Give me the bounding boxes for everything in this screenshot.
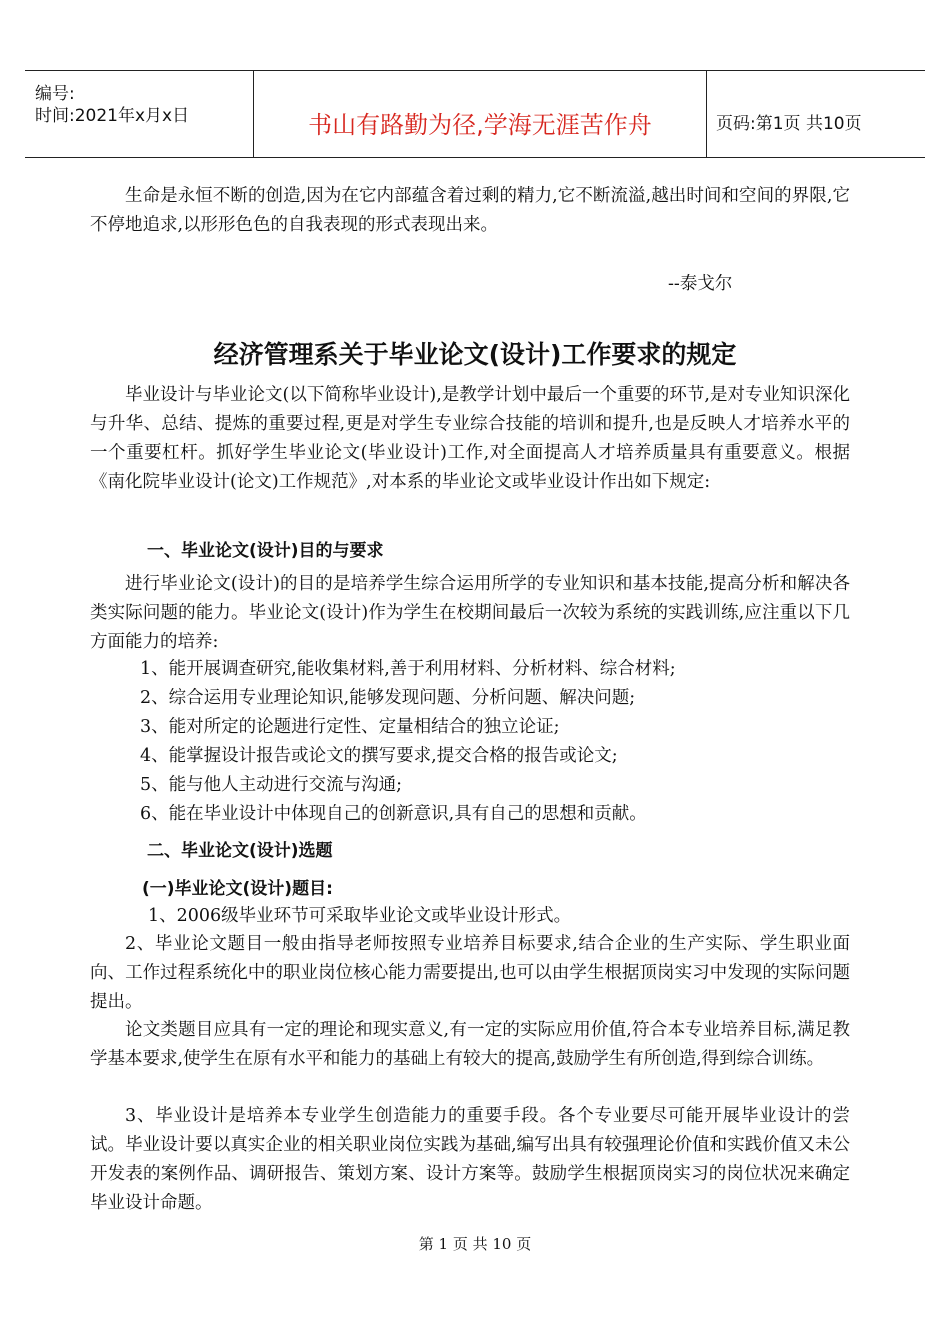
header-motto-cell [253,71,707,157]
page-header [25,70,925,158]
quote-attribution: --泰戈尔 [668,274,733,294]
section1-heading: 一、毕业论文(设计)目的与要求 [147,541,384,561]
requirement-item: 4、能掌握设计报告或论文的撰写要求,提交合格的报告或论文; [140,746,618,766]
requirement-item: 2、综合运用专业理论知识,能够发现问题、分析问题、解决问题; [140,688,636,708]
header-meta-cell [25,71,253,157]
document-title: 经济管理系关于毕业论文(设计)工作要求的规定 [213,340,737,369]
requirement-item: 5、能与他人主动进行交流与沟通; [140,775,403,795]
requirement-item: 1、能开展调查研究,能收集材料,善于利用材料、分析材料、综合材料; [140,659,676,679]
topic-item-3: 3、毕业设计是培养本专业学生创造能力的重要手段。各个专业要尽可能开展毕业设计的尝试。毕业设计要以真实企业的相关职业岗位实践为基础,编写出具有较强理论价值和实践价值又未公开发表的案例作品、调研报告、策划方案、设计方案等。鼓励学生根据顶岗实习的岗位状况来确定毕业设计命题。 [90,1106,850,1213]
header-page-cell [706,71,925,157]
quote-text: 生命是永恒不断的创造,因为在它内部蕴含着过剩的精力,它不断流溢,越出时间和空间的界限,它不停地追求,以形形色色的自我表现的形式表现出来。 [90,186,850,235]
intro-paragraph: 毕业设计与毕业论文(以下简称毕业设计),是教学计划中最后一个重要的环节,是对专业知识深化与升华、总结、提炼的重要过程,更是对学生专业综合技能的培训和提升,也是反映人才培养水平的一个重要杠杆。抓好学生毕业论文(毕业设计)工作,对全面提高人才培养质量具有重要意义。根据《南化院毕业设计(论文)工作规范》,对本系的毕业论文或毕业设计作出如下规定: [90,385,850,492]
document-number-label: 编号: [35,84,75,104]
page-footer: 第 1 页 共 10 页 [418,1235,532,1253]
document-time-label: 时间:2021年x月x日 [35,106,190,126]
topic-item-2: 2、毕业论文题目一般由指导老师按照专业培养目标要求,结合企业的生产实际、学生职业面向、工作过程系统化中的职业岗位核心能力需要提出,也可以由学生根据顶岗实习中发现的实际问题提出。 [90,934,850,1012]
topic-item-1: 1、2006级毕业环节可采取毕业论文或毕业设计形式。 [148,906,572,926]
header-page-info: 页码:第1页 共10页 [716,114,862,134]
topic-item-2-detail: 论文类题目应具有一定的理论和现实意义,有一定的实际应用价值,符合本专业培养目标,满足教学基本要求,使学生在原有水平和能力的基础上有较大的提高,鼓励学生有所创造,得到综合训练。 [90,1020,850,1069]
requirement-item: 6、能在毕业设计中体现自己的创新意识,具有自己的思想和贡献。 [140,804,647,824]
header-motto: 书山有路勤为径,学海无涯苦作舟 [308,111,652,139]
section1-paragraph: 进行毕业论文(设计)的目的是培养学生综合运用所学的专业知识和基本技能,提高分析和解决各类实际问题的能力。毕业论文(设计)作为学生在校期间最后一次较为系统的实践训练,应注重以下几方面能力的培养: [90,574,850,652]
section2-subheading: (一)毕业论文(设计)题目: [142,879,333,899]
requirement-item: 3、能对所定的论题进行定性、定量相结合的独立论证; [140,717,560,737]
section2-heading: 二、毕业论文(设计)选题 [147,841,333,861]
